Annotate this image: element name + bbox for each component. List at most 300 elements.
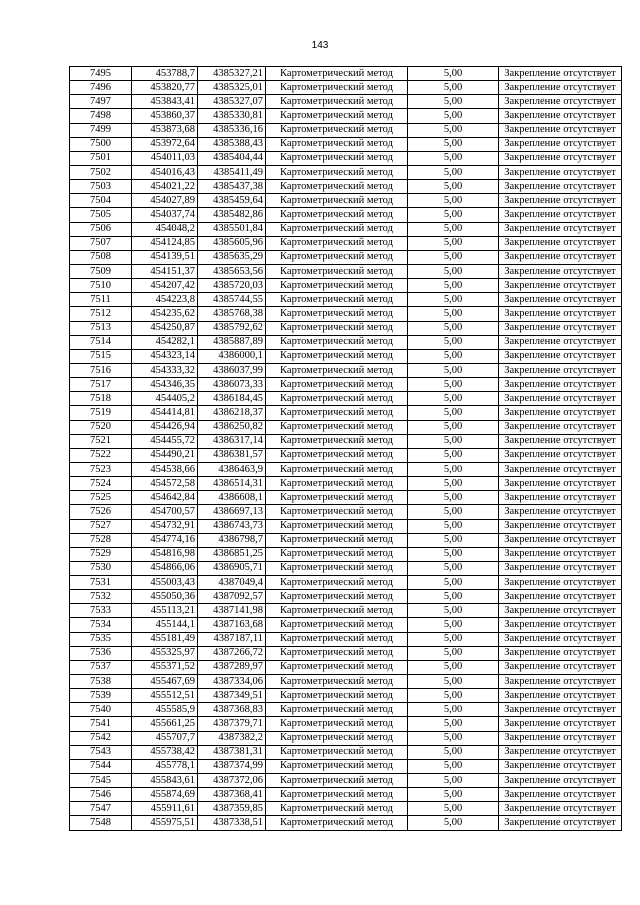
y-coordinate-cell: 4386218,37 [198, 406, 266, 420]
accuracy-cell: 5,00 [408, 561, 499, 575]
x-coordinate-cell: 455113,21 [132, 604, 198, 618]
method-cell: Картометрический метод [266, 731, 408, 745]
y-coordinate-cell: 4387368,41 [198, 788, 266, 802]
accuracy-cell: 5,00 [408, 222, 499, 236]
point-number-cell: 7496 [70, 81, 132, 95]
fixation-cell: Закрепление отсутствует [499, 561, 622, 575]
x-coordinate-cell: 455975,51 [132, 816, 198, 830]
x-coordinate-cell: 454732,91 [132, 519, 198, 533]
method-cell: Картометрический метод [266, 349, 408, 363]
x-coordinate-cell: 453820,77 [132, 81, 198, 95]
x-coordinate-cell: 454405,2 [132, 392, 198, 406]
table-row [70, 250, 622, 264]
accuracy-cell: 5,00 [408, 392, 499, 406]
method-cell: Картометрический метод [266, 590, 408, 604]
table-row [70, 759, 622, 773]
fixation-cell: Закрепление отсутствует [499, 180, 622, 194]
method-cell: Картометрический метод [266, 604, 408, 618]
y-coordinate-cell: 4385336,16 [198, 123, 266, 137]
x-coordinate-cell: 454426,94 [132, 420, 198, 434]
x-coordinate-cell: 454223,8 [132, 293, 198, 307]
x-coordinate-cell: 454455,72 [132, 434, 198, 448]
x-coordinate-cell: 454037,74 [132, 208, 198, 222]
point-number-cell: 7519 [70, 406, 132, 420]
accuracy-cell: 5,00 [408, 293, 499, 307]
accuracy-cell: 5,00 [408, 646, 499, 660]
y-coordinate-cell: 4385388,43 [198, 137, 266, 151]
table-row [70, 788, 622, 802]
x-coordinate-cell: 454490,21 [132, 448, 198, 462]
x-coordinate-cell: 454414,81 [132, 406, 198, 420]
table-row [70, 802, 622, 816]
fixation-cell: Закрепление отсутствует [499, 392, 622, 406]
x-coordinate-cell: 454207,42 [132, 279, 198, 293]
point-number-cell: 7533 [70, 604, 132, 618]
table-row [70, 420, 622, 434]
fixation-cell: Закрепление отсутствует [499, 689, 622, 703]
y-coordinate-cell: 4387187,11 [198, 632, 266, 646]
table-row [70, 165, 622, 179]
fixation-cell: Закрепление отсутствует [499, 519, 622, 533]
method-cell: Картометрический метод [266, 618, 408, 632]
accuracy-cell: 5,00 [408, 434, 499, 448]
table-row [70, 590, 622, 604]
x-coordinate-cell: 454866,06 [132, 561, 198, 575]
accuracy-cell: 5,00 [408, 547, 499, 561]
table-row [70, 293, 622, 307]
point-number-cell: 7540 [70, 703, 132, 717]
x-coordinate-cell: 455874,69 [132, 788, 198, 802]
x-coordinate-cell: 454282,1 [132, 335, 198, 349]
point-number-cell: 7509 [70, 264, 132, 278]
y-coordinate-cell: 4387141,98 [198, 604, 266, 618]
method-cell: Картометрический метод [266, 420, 408, 434]
table-row [70, 519, 622, 533]
table-row [70, 109, 622, 123]
accuracy-cell: 5,00 [408, 505, 499, 519]
x-coordinate-cell: 455843,61 [132, 774, 198, 788]
method-cell: Картометрический метод [266, 406, 408, 420]
accuracy-cell: 5,00 [408, 378, 499, 392]
fixation-cell: Закрепление отсутствует [499, 774, 622, 788]
point-number-cell: 7528 [70, 533, 132, 547]
fixation-cell: Закрепление отсутствует [499, 745, 622, 759]
x-coordinate-cell: 455325,97 [132, 646, 198, 660]
method-cell: Картометрический метод [266, 646, 408, 660]
accuracy-cell: 5,00 [408, 576, 499, 590]
accuracy-cell: 5,00 [408, 660, 499, 674]
fixation-cell: Закрепление отсутствует [499, 194, 622, 208]
fixation-cell: Закрепление отсутствует [499, 547, 622, 561]
point-number-cell: 7545 [70, 774, 132, 788]
fixation-cell: Закрепление отсутствует [499, 406, 622, 420]
y-coordinate-cell: 4386000,1 [198, 349, 266, 363]
table-row [70, 137, 622, 151]
point-number-cell: 7534 [70, 618, 132, 632]
x-coordinate-cell: 453843,41 [132, 95, 198, 109]
method-cell: Картометрический метод [266, 491, 408, 505]
fixation-cell: Закрепление отсутствует [499, 236, 622, 250]
point-number-cell: 7522 [70, 448, 132, 462]
x-coordinate-cell: 454642,84 [132, 491, 198, 505]
table-row [70, 731, 622, 745]
y-coordinate-cell: 4387163,68 [198, 618, 266, 632]
y-coordinate-cell: 4385330,81 [198, 109, 266, 123]
x-coordinate-cell: 454151,37 [132, 264, 198, 278]
method-cell: Картометрический метод [266, 250, 408, 264]
y-coordinate-cell: 4387359,85 [198, 802, 266, 816]
fixation-cell: Закрепление отсутствует [499, 123, 622, 137]
table-body [70, 67, 622, 831]
point-number-cell: 7524 [70, 477, 132, 491]
table-row [70, 477, 622, 491]
table-row [70, 717, 622, 731]
method-cell: Картометрический метод [266, 533, 408, 547]
accuracy-cell: 5,00 [408, 477, 499, 491]
method-cell: Картометрический метод [266, 745, 408, 759]
y-coordinate-cell: 4386184,45 [198, 392, 266, 406]
x-coordinate-cell: 454235,62 [132, 307, 198, 321]
table-row [70, 180, 622, 194]
method-cell: Картометрический метод [266, 774, 408, 788]
point-number-cell: 7500 [70, 137, 132, 151]
accuracy-cell: 5,00 [408, 109, 499, 123]
fixation-cell: Закрепление отсутствует [499, 646, 622, 660]
method-cell: Картометрический метод [266, 462, 408, 476]
x-coordinate-cell: 455144,1 [132, 618, 198, 632]
accuracy-cell: 5,00 [408, 67, 499, 81]
fixation-cell: Закрепление отсутствует [499, 420, 622, 434]
table-row [70, 448, 622, 462]
method-cell: Картометрический метод [266, 109, 408, 123]
fixation-cell: Закрепление отсутствует [499, 576, 622, 590]
accuracy-cell: 5,00 [408, 462, 499, 476]
fixation-cell: Закрепление отсутствует [499, 618, 622, 632]
y-coordinate-cell: 4385459,64 [198, 194, 266, 208]
point-number-cell: 7497 [70, 95, 132, 109]
y-coordinate-cell: 4385411,49 [198, 165, 266, 179]
point-number-cell: 7531 [70, 576, 132, 590]
x-coordinate-cell: 455911,61 [132, 802, 198, 816]
point-number-cell: 7512 [70, 307, 132, 321]
point-number-cell: 7515 [70, 349, 132, 363]
accuracy-cell: 5,00 [408, 420, 499, 434]
accuracy-cell: 5,00 [408, 307, 499, 321]
y-coordinate-cell: 4386905,71 [198, 561, 266, 575]
x-coordinate-cell: 453873,68 [132, 123, 198, 137]
point-number-cell: 7525 [70, 491, 132, 505]
method-cell: Картометрический метод [266, 759, 408, 773]
accuracy-cell: 5,00 [408, 321, 499, 335]
method-cell: Картометрический метод [266, 675, 408, 689]
fixation-cell: Закрепление отсутствует [499, 279, 622, 293]
table-row [70, 321, 622, 335]
table-row [70, 505, 622, 519]
accuracy-cell: 5,00 [408, 81, 499, 95]
y-coordinate-cell: 4385744,55 [198, 293, 266, 307]
coordinates-table [69, 66, 622, 831]
accuracy-cell: 5,00 [408, 590, 499, 604]
y-coordinate-cell: 4386037,99 [198, 363, 266, 377]
table-row [70, 646, 622, 660]
accuracy-cell: 5,00 [408, 165, 499, 179]
method-cell: Картометрический метод [266, 194, 408, 208]
point-number-cell: 7523 [70, 462, 132, 476]
x-coordinate-cell: 454346,35 [132, 378, 198, 392]
accuracy-cell: 5,00 [408, 279, 499, 293]
method-cell: Картометрический метод [266, 717, 408, 731]
method-cell: Картометрический метод [266, 363, 408, 377]
y-coordinate-cell: 4385325,01 [198, 81, 266, 95]
y-coordinate-cell: 4387372,06 [198, 774, 266, 788]
fixation-cell: Закрепление отсутствует [499, 788, 622, 802]
fixation-cell: Закрепление отсутствует [499, 349, 622, 363]
table-row [70, 279, 622, 293]
x-coordinate-cell: 453972,64 [132, 137, 198, 151]
method-cell: Картометрический метод [266, 151, 408, 165]
y-coordinate-cell: 4386798,7 [198, 533, 266, 547]
table-row [70, 745, 622, 759]
accuracy-cell: 5,00 [408, 406, 499, 420]
y-coordinate-cell: 4385437,38 [198, 180, 266, 194]
accuracy-cell: 5,00 [408, 689, 499, 703]
fixation-cell: Закрепление отсутствует [499, 335, 622, 349]
accuracy-cell: 5,00 [408, 448, 499, 462]
table-row [70, 816, 622, 830]
y-coordinate-cell: 4386608,1 [198, 491, 266, 505]
y-coordinate-cell: 4385720,03 [198, 279, 266, 293]
fixation-cell: Закрепление отсутствует [499, 208, 622, 222]
y-coordinate-cell: 4385501,84 [198, 222, 266, 236]
point-number-cell: 7514 [70, 335, 132, 349]
table-row [70, 533, 622, 547]
table-row [70, 604, 622, 618]
x-coordinate-cell: 454816,98 [132, 547, 198, 561]
table-row [70, 434, 622, 448]
y-coordinate-cell: 4385635,29 [198, 250, 266, 264]
table-row [70, 67, 622, 81]
y-coordinate-cell: 4386317,14 [198, 434, 266, 448]
accuracy-cell: 5,00 [408, 675, 499, 689]
page-number: 143 [311, 40, 329, 51]
y-coordinate-cell: 4387092,57 [198, 590, 266, 604]
accuracy-cell: 5,00 [408, 717, 499, 731]
x-coordinate-cell: 454250,87 [132, 321, 198, 335]
method-cell: Картометрический метод [266, 660, 408, 674]
x-coordinate-cell: 454027,89 [132, 194, 198, 208]
accuracy-cell: 5,00 [408, 151, 499, 165]
x-coordinate-cell: 454774,16 [132, 533, 198, 547]
point-number-cell: 7530 [70, 561, 132, 575]
accuracy-cell: 5,00 [408, 137, 499, 151]
accuracy-cell: 5,00 [408, 802, 499, 816]
y-coordinate-cell: 4387379,71 [198, 717, 266, 731]
table-row [70, 95, 622, 109]
table-row [70, 406, 622, 420]
x-coordinate-cell: 455181,49 [132, 632, 198, 646]
table-row [70, 547, 622, 561]
method-cell: Картометрический метод [266, 547, 408, 561]
table-row [70, 222, 622, 236]
point-number-cell: 7548 [70, 816, 132, 830]
fixation-cell: Закрепление отсутствует [499, 109, 622, 123]
table-row [70, 632, 622, 646]
table-row [70, 81, 622, 95]
point-number-cell: 7537 [70, 660, 132, 674]
fixation-cell: Закрепление отсутствует [499, 533, 622, 547]
y-coordinate-cell: 4386851,25 [198, 547, 266, 561]
accuracy-cell: 5,00 [408, 745, 499, 759]
method-cell: Картометрический метод [266, 279, 408, 293]
point-number-cell: 7502 [70, 165, 132, 179]
fixation-cell: Закрепление отсутствует [499, 703, 622, 717]
y-coordinate-cell: 4385887,89 [198, 335, 266, 349]
table-row [70, 462, 622, 476]
fixation-cell: Закрепление отсутствует [499, 731, 622, 745]
table-row [70, 561, 622, 575]
point-number-cell: 7495 [70, 67, 132, 81]
method-cell: Картометрический метод [266, 632, 408, 646]
point-number-cell: 7542 [70, 731, 132, 745]
method-cell: Картометрический метод [266, 222, 408, 236]
table-row [70, 236, 622, 250]
y-coordinate-cell: 4387381,31 [198, 745, 266, 759]
point-number-cell: 7508 [70, 250, 132, 264]
method-cell: Картометрический метод [266, 576, 408, 590]
accuracy-cell: 5,00 [408, 604, 499, 618]
y-coordinate-cell: 4387266,72 [198, 646, 266, 660]
fixation-cell: Закрепление отсутствует [499, 505, 622, 519]
y-coordinate-cell: 4385605,96 [198, 236, 266, 250]
x-coordinate-cell: 453860,37 [132, 109, 198, 123]
method-cell: Картометрический метод [266, 392, 408, 406]
table-row [70, 307, 622, 321]
fixation-cell: Закрепление отсутствует [499, 165, 622, 179]
x-coordinate-cell: 454016,43 [132, 165, 198, 179]
accuracy-cell: 5,00 [408, 349, 499, 363]
y-coordinate-cell: 4385404,44 [198, 151, 266, 165]
x-coordinate-cell: 455050,36 [132, 590, 198, 604]
x-coordinate-cell: 454572,58 [132, 477, 198, 491]
point-number-cell: 7520 [70, 420, 132, 434]
y-coordinate-cell: 4385327,07 [198, 95, 266, 109]
accuracy-cell: 5,00 [408, 250, 499, 264]
accuracy-cell: 5,00 [408, 774, 499, 788]
accuracy-cell: 5,00 [408, 335, 499, 349]
fixation-cell: Закрепление отсутствует [499, 477, 622, 491]
x-coordinate-cell: 454333,32 [132, 363, 198, 377]
table-row [70, 151, 622, 165]
fixation-cell: Закрепление отсутствует [499, 462, 622, 476]
point-number-cell: 7546 [70, 788, 132, 802]
method-cell: Картометрический метод [266, 505, 408, 519]
fixation-cell: Закрепление отсутствует [499, 222, 622, 236]
method-cell: Картометрический метод [266, 703, 408, 717]
table-row [70, 392, 622, 406]
x-coordinate-cell: 454323,14 [132, 349, 198, 363]
y-coordinate-cell: 4387049,4 [198, 576, 266, 590]
y-coordinate-cell: 4386381,57 [198, 448, 266, 462]
table-row [70, 123, 622, 137]
fixation-cell: Закрепление отсутствует [499, 717, 622, 731]
y-coordinate-cell: 4386514,31 [198, 477, 266, 491]
point-number-cell: 7511 [70, 293, 132, 307]
table-row [70, 660, 622, 674]
method-cell: Картометрический метод [266, 802, 408, 816]
x-coordinate-cell: 455585,9 [132, 703, 198, 717]
point-number-cell: 7529 [70, 547, 132, 561]
point-number-cell: 7543 [70, 745, 132, 759]
x-coordinate-cell: 455778,1 [132, 759, 198, 773]
point-number-cell: 7539 [70, 689, 132, 703]
method-cell: Картометрический метод [266, 208, 408, 222]
x-coordinate-cell: 455003,43 [132, 576, 198, 590]
point-number-cell: 7516 [70, 363, 132, 377]
point-number-cell: 7499 [70, 123, 132, 137]
x-coordinate-cell: 455707,7 [132, 731, 198, 745]
fixation-cell: Закрепление отсутствует [499, 590, 622, 604]
table-row [70, 618, 622, 632]
y-coordinate-cell: 4385768,38 [198, 307, 266, 321]
accuracy-cell: 5,00 [408, 618, 499, 632]
accuracy-cell: 5,00 [408, 491, 499, 505]
x-coordinate-cell: 453788,7 [132, 67, 198, 81]
accuracy-cell: 5,00 [408, 632, 499, 646]
fixation-cell: Закрепление отсутствует [499, 660, 622, 674]
accuracy-cell: 5,00 [408, 731, 499, 745]
fixation-cell: Закрепление отсутствует [499, 816, 622, 830]
x-coordinate-cell: 454538,66 [132, 462, 198, 476]
fixation-cell: Закрепление отсутствует [499, 434, 622, 448]
table-row [70, 335, 622, 349]
table-row [70, 363, 622, 377]
point-number-cell: 7506 [70, 222, 132, 236]
y-coordinate-cell: 4386743,73 [198, 519, 266, 533]
method-cell: Картометрический метод [266, 448, 408, 462]
x-coordinate-cell: 454124,85 [132, 236, 198, 250]
table-row [70, 208, 622, 222]
y-coordinate-cell: 4387334,06 [198, 675, 266, 689]
y-coordinate-cell: 4387289,97 [198, 660, 266, 674]
fixation-cell: Закрепление отсутствует [499, 293, 622, 307]
x-coordinate-cell: 454011,03 [132, 151, 198, 165]
y-coordinate-cell: 4385792,62 [198, 321, 266, 335]
fixation-cell: Закрепление отсутствует [499, 307, 622, 321]
fixation-cell: Закрепление отсутствует [499, 81, 622, 95]
point-number-cell: 7510 [70, 279, 132, 293]
x-coordinate-cell: 455738,42 [132, 745, 198, 759]
accuracy-cell: 5,00 [408, 208, 499, 222]
method-cell: Картометрический метод [266, 378, 408, 392]
x-coordinate-cell: 454700,57 [132, 505, 198, 519]
accuracy-cell: 5,00 [408, 533, 499, 547]
fixation-cell: Закрепление отсутствует [499, 363, 622, 377]
x-coordinate-cell: 454021,22 [132, 180, 198, 194]
x-coordinate-cell: 455661,25 [132, 717, 198, 731]
y-coordinate-cell: 4385653,56 [198, 264, 266, 278]
y-coordinate-cell: 4386463,9 [198, 462, 266, 476]
point-number-cell: 7547 [70, 802, 132, 816]
y-coordinate-cell: 4387382,2 [198, 731, 266, 745]
method-cell: Картометрический метод [266, 67, 408, 81]
point-number-cell: 7498 [70, 109, 132, 123]
table-row [70, 349, 622, 363]
table-row [70, 491, 622, 505]
fixation-cell: Закрепление отсутствует [499, 137, 622, 151]
method-cell: Картометрический метод [266, 816, 408, 830]
y-coordinate-cell: 4386250,82 [198, 420, 266, 434]
method-cell: Картометрический метод [266, 137, 408, 151]
